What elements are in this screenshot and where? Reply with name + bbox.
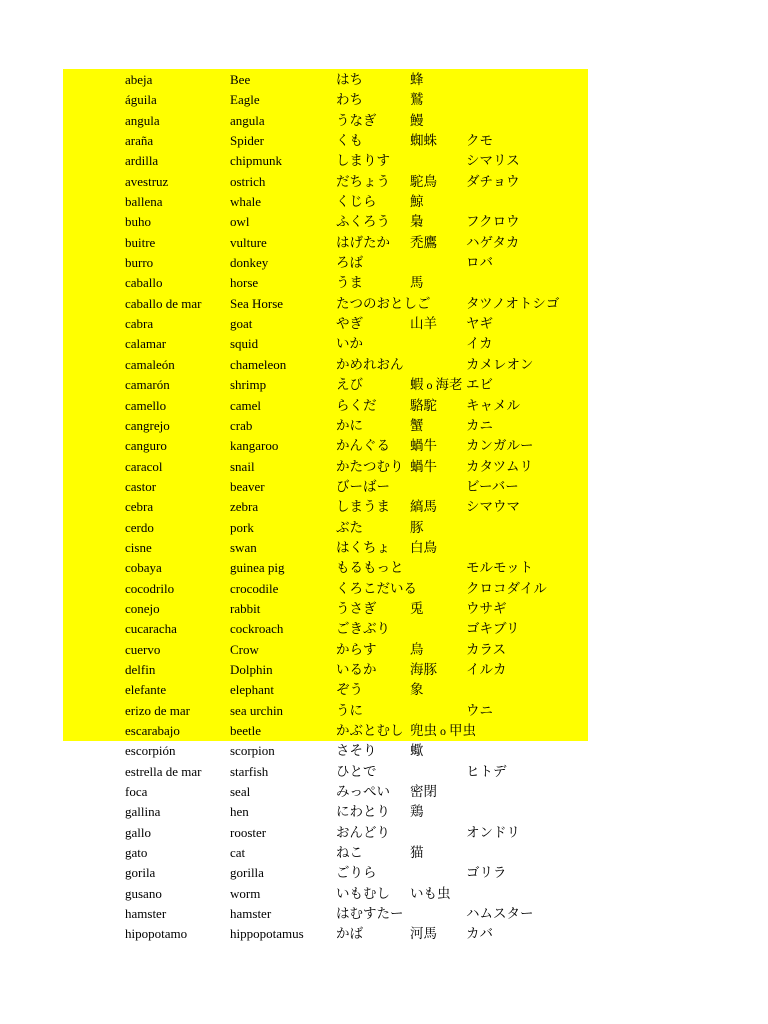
hiragana-word: うなぎ [336, 112, 377, 129]
katakana-word: ビーバー [466, 478, 519, 495]
spanish-word: cerdo [125, 519, 154, 535]
katakana-word: フクロウ [466, 214, 520, 231]
katakana-word: カンガルー [466, 438, 534, 455]
table-row [0, 457, 768, 477]
hiragana-word: にわとり [336, 804, 390, 821]
hiragana-word: らくだ [336, 397, 377, 414]
kanji-word: 海豚 [410, 661, 437, 678]
spanish-word: avestruz [125, 173, 169, 189]
table-row [0, 416, 768, 436]
english-word: beetle [230, 723, 262, 738]
spanish-word: gusano [125, 885, 162, 901]
table-row [0, 660, 768, 680]
spanish-word: buho [125, 214, 151, 230]
table-row [0, 253, 768, 273]
katakana-word: カタツムリ [466, 458, 533, 475]
hiragana-word: はくちょ [336, 539, 390, 556]
hiragana-word: もるもっと [336, 560, 404, 577]
hiragana-word: ひとで [336, 763, 377, 780]
katakana-word: オンドリ [466, 824, 520, 841]
spanish-word: caracol [125, 458, 163, 474]
english-word: hen [230, 804, 249, 820]
kanji-word: 兎 [410, 600, 424, 617]
katakana-word: ゴリラ [466, 865, 507, 882]
table-row [0, 436, 768, 456]
english-word: seal [230, 784, 251, 800]
spanish-word: angula [125, 112, 160, 128]
katakana-word: ダチョウ [466, 173, 520, 190]
katakana-word: ウサギ [466, 600, 507, 617]
spanish-word: cucaracha [125, 621, 177, 637]
hiragana-word: くろこだいる [336, 580, 417, 597]
table-row [0, 741, 768, 761]
table-row [0, 701, 768, 721]
spanish-word: conejo [125, 600, 160, 616]
english-word: rooster [230, 824, 267, 840]
spanish-word: burro [125, 255, 154, 271]
hiragana-word: かぶとむし [336, 723, 404, 739]
english-word: horse [230, 275, 259, 291]
katakana-word: ハゲタカ [466, 234, 520, 251]
spanish-word: cabra [125, 316, 154, 332]
kanji-word: 密閉 [410, 784, 437, 801]
hiragana-word: かんぐる [336, 438, 390, 455]
hiragana-word: かば [336, 926, 363, 943]
spanish-word: abeja [125, 72, 153, 87]
table-row [0, 273, 768, 293]
table-row [0, 477, 768, 497]
english-word: guinea pig [230, 560, 285, 576]
english-word: pork [230, 519, 254, 535]
hiragana-word: ねこ [336, 845, 363, 862]
table-row [0, 131, 768, 151]
table-row [0, 579, 768, 599]
kanji-word: 山羊 [410, 316, 437, 333]
hiragana-word: はむすたー [336, 906, 404, 923]
english-word: Sea Horse [230, 295, 284, 311]
hiragana-word: いるか [336, 661, 377, 678]
english-word: chameleon [230, 356, 287, 372]
spanish-word: gorila [125, 865, 156, 881]
english-word: beaver [230, 478, 265, 494]
table-row [0, 904, 768, 924]
english-word: swan [230, 539, 257, 555]
spanish-word: cangrejo [125, 417, 170, 433]
hiragana-word: ふくろう [336, 214, 390, 231]
english-word: whale [230, 194, 262, 210]
hiragana-word: ぞう [336, 682, 363, 699]
hiragana-word: やぎ [336, 316, 363, 333]
spanish-word: castor [125, 478, 157, 494]
table-row [0, 640, 768, 660]
kanji-word: 豚 [410, 519, 424, 536]
hiragana-word: えび [336, 377, 363, 394]
katakana-word: クロコダイル [466, 580, 547, 597]
english-word: Crow [230, 641, 259, 657]
table-row [0, 884, 768, 904]
hiragana-word: さそり [336, 743, 377, 760]
english-word: chipmunk [230, 153, 282, 169]
kanji-word: 禿鷹 [410, 234, 437, 251]
hiragana-word: ごきぶり [336, 621, 390, 638]
katakana-word: イカ [466, 336, 493, 353]
spanish-word: hamster [125, 906, 167, 922]
katakana-word: カニ [466, 417, 493, 434]
table-row [0, 863, 768, 883]
english-word: zebra [230, 499, 259, 515]
spanish-word: cobaya [125, 560, 162, 576]
spanish-word: buitre [125, 234, 156, 250]
hiragana-word: かめれおん [336, 356, 404, 373]
table-row [0, 762, 768, 782]
table-row [0, 396, 768, 416]
english-word: Eagle [230, 92, 260, 108]
table-row [0, 334, 768, 354]
table-row [0, 151, 768, 171]
english-word: Dolphin [230, 661, 273, 677]
spanish-word: camello [125, 397, 167, 413]
table-row [0, 802, 768, 822]
kanji-word: 蠍 [410, 743, 424, 760]
spanish-word: cebra [125, 499, 154, 515]
hiragana-word: びーばー [336, 478, 390, 495]
table-row [0, 538, 768, 558]
english-word: donkey [230, 255, 269, 271]
english-word: sea urchin [230, 702, 284, 718]
english-word: owl [230, 214, 250, 230]
english-word: cockroach [230, 621, 284, 637]
table-row [0, 518, 768, 538]
katakana-word: タツノオトシゴ [466, 295, 560, 312]
katakana-word: シマリス [466, 153, 520, 170]
hiragana-word: はち [336, 72, 363, 88]
katakana-word: モルモット [466, 560, 534, 577]
english-word: squid [230, 336, 259, 352]
table-row [0, 314, 768, 334]
table-row [0, 721, 768, 741]
english-word: crocodile [230, 580, 279, 596]
katakana-word: シマウマ [466, 499, 520, 516]
english-word: kangaroo [230, 438, 279, 454]
english-word: angula [230, 112, 265, 128]
kanji-word: 鯨 [410, 194, 424, 211]
hiragana-word: いか [336, 336, 363, 353]
english-word: hippopotamus [230, 926, 304, 942]
spanish-word: delfin [125, 661, 156, 677]
katakana-word: ロバ [466, 255, 493, 272]
table-row [0, 823, 768, 843]
kanji-word: 鰻 [410, 112, 424, 129]
hiragana-word: わち [336, 92, 363, 109]
spanish-word: calamar [125, 336, 167, 352]
kanji-word: 蝸牛 [410, 438, 437, 455]
spanish-word: escarabajo [125, 723, 180, 738]
table-row [0, 599, 768, 619]
spanish-word: estrella de mar [125, 763, 202, 779]
kanji-word: 蜂 [410, 72, 424, 88]
kanji-word: いも虫 [410, 885, 451, 902]
katakana-word: キャメル [466, 397, 520, 414]
english-word: Bee [230, 72, 251, 87]
spanish-word: águila [125, 92, 157, 108]
spanish-word: cocodrilo [125, 580, 175, 596]
katakana-word: ウニ [466, 702, 493, 719]
hiragana-word: ぶた [336, 519, 363, 536]
kanji-word: 烏 [410, 641, 424, 658]
kanji-word: 駱駝 [410, 397, 437, 414]
spanish-word: araña [125, 133, 154, 149]
english-word: cat [230, 845, 246, 861]
english-word: goat [230, 316, 253, 332]
english-word: crab [230, 417, 253, 433]
vocabulary-table [0, 70, 768, 945]
hiragana-word: いもむし [336, 885, 390, 902]
hiragana-word: うさぎ [336, 600, 377, 617]
table-row [0, 111, 768, 131]
spanish-word: gato [125, 845, 148, 861]
katakana-word: クモ [466, 133, 493, 150]
table-row [0, 90, 768, 110]
hiragana-word: くじら [336, 194, 377, 211]
spanish-word: gallina [125, 804, 161, 820]
kanji-word: 猫 [410, 845, 424, 862]
table-row [0, 172, 768, 192]
english-word: rabbit [230, 600, 261, 616]
hiragana-word: うに [336, 702, 363, 719]
english-word: worm [230, 885, 261, 901]
spanish-word: ballena [125, 194, 163, 210]
english-word: elephant [230, 682, 275, 698]
hiragana-word: ごりら [336, 865, 377, 882]
katakana-word: ヤギ [466, 316, 493, 333]
katakana-word: カバ [466, 926, 493, 943]
table-row [0, 843, 768, 863]
spanish-word: gallo [125, 824, 151, 840]
kanji-word: 駝鳥 [410, 173, 437, 190]
kanji-word: 縞馬 [410, 499, 437, 516]
spanish-word: ardilla [125, 153, 159, 169]
spanish-word: canguro [125, 438, 167, 454]
english-word: Spider [230, 133, 264, 149]
katakana-word: ヒトデ [466, 763, 507, 780]
english-word: shrimp [230, 377, 267, 393]
table-row [0, 558, 768, 578]
table-row [0, 212, 768, 232]
table-row [0, 619, 768, 639]
katakana-word: ハムスター [466, 906, 534, 923]
hiragana-word: かたつむり [336, 458, 404, 475]
table-row [0, 375, 768, 395]
spanish-word: camaleón [125, 356, 175, 372]
spanish-word: camarón [125, 377, 170, 393]
table-row [0, 294, 768, 314]
katakana-word: カラス [466, 641, 507, 658]
table-row [0, 680, 768, 700]
hiragana-word: からす [336, 641, 377, 658]
table-row [0, 70, 768, 90]
kanji-word: 鶏 [410, 804, 424, 821]
english-word: gorilla [230, 865, 264, 881]
katakana-word: エビ [466, 377, 493, 394]
table-row [0, 782, 768, 802]
spanish-word: foca [125, 784, 148, 800]
kanji-word: 馬 [410, 275, 424, 292]
katakana-word: カメレオン [466, 356, 534, 373]
spanish-word: cisne [125, 539, 152, 555]
hiragana-word: ろば [336, 255, 363, 272]
spanish-word: escorpión [125, 743, 176, 759]
hiragana-word: おんどり [336, 824, 390, 841]
english-word: ostrich [230, 173, 266, 189]
table-row [0, 924, 768, 944]
spanish-word: erizo de mar [125, 702, 190, 718]
kanji-word: 蜘蛛 [410, 133, 437, 150]
hiragana-word: しまりす [336, 153, 390, 170]
hiragana-word: しまうま [336, 499, 390, 516]
spanish-word: caballo [125, 275, 163, 291]
kanji-word: 鷲 [410, 92, 424, 109]
hiragana-word: うま [336, 275, 363, 292]
kanji-word: 象 [410, 682, 424, 699]
english-word: starfish [230, 763, 269, 779]
hiragana-word: はげたか [336, 234, 390, 251]
english-word: camel [230, 397, 262, 413]
hiragana-word: かに [336, 417, 363, 434]
kanji-word: 河馬 [410, 926, 437, 943]
english-word: scorpion [230, 743, 275, 759]
kanji-word: 蝦 o 海老 [410, 377, 463, 394]
spanish-word: hipopotamo [125, 926, 188, 942]
katakana-word: ゴキブリ [466, 621, 520, 638]
hiragana-word: たつのおとしご [336, 295, 431, 312]
kanji-word: 蟹 [410, 417, 424, 434]
kanji-word: 兜虫 o 甲虫 [410, 723, 476, 739]
kanji-word: 白鳥 [410, 539, 437, 556]
english-word: hamster [230, 906, 272, 922]
katakana-word: イルカ [466, 661, 507, 678]
kanji-word: 蝸牛 [410, 458, 437, 475]
english-word: vulture [230, 234, 267, 250]
table-row [0, 233, 768, 253]
table-row [0, 192, 768, 212]
table-row [0, 497, 768, 517]
spanish-word: caballo de mar [125, 295, 202, 311]
spanish-word: elefante [125, 682, 167, 698]
table-row [0, 355, 768, 375]
english-word: snail [230, 458, 255, 474]
hiragana-word: くも [336, 133, 363, 150]
kanji-word: 梟 [410, 214, 424, 231]
hiragana-word: みっぺい [336, 784, 390, 801]
hiragana-word: だちょう [336, 173, 390, 190]
spanish-word: cuervo [125, 641, 161, 657]
